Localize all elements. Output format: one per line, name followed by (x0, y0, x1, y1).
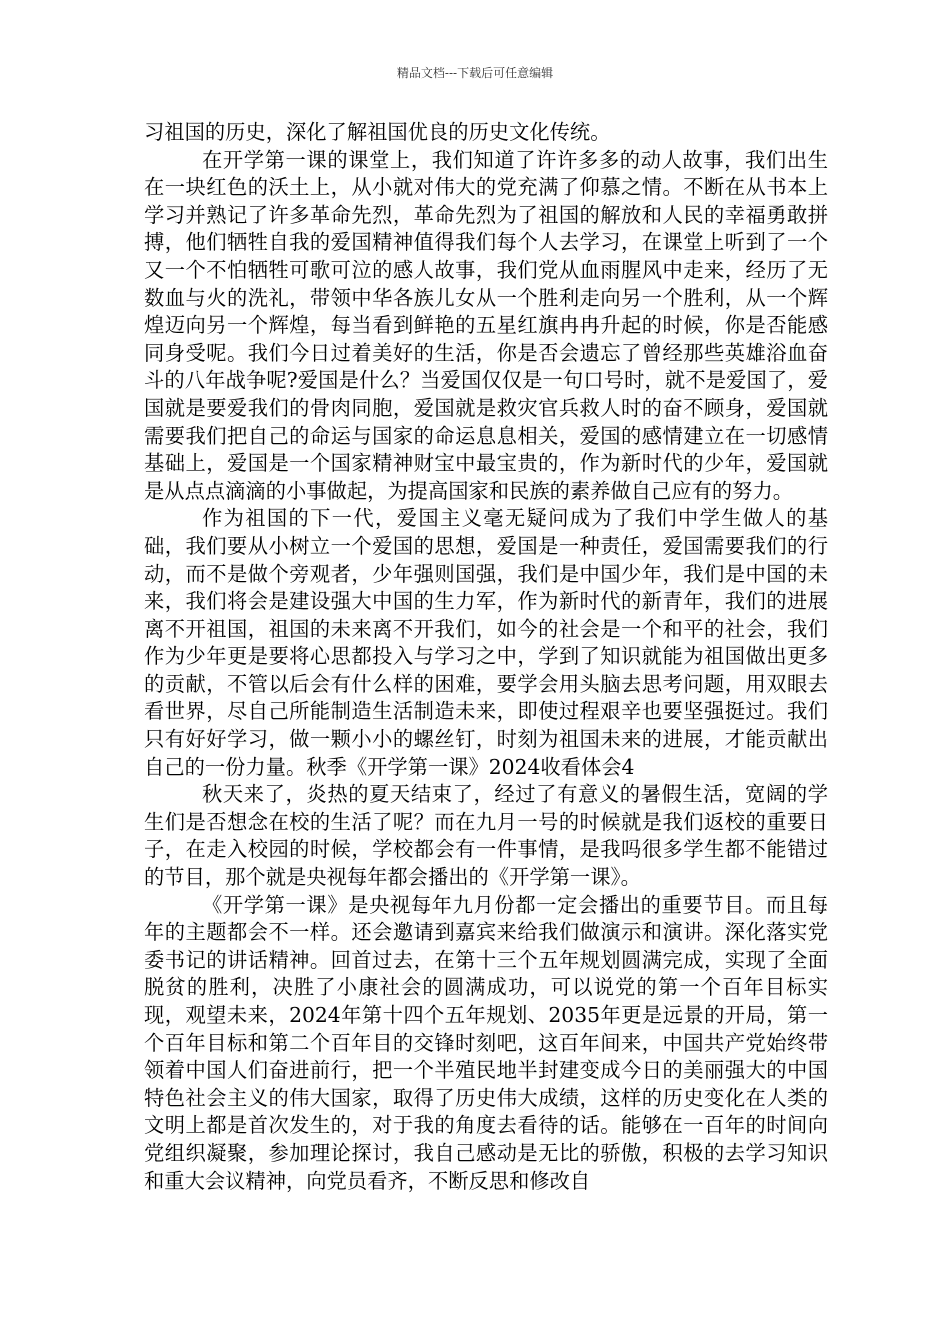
paragraph-next-generation: 作为祖国的下一代，爱国主义毫无疑问成为了我们中学生做人的基础，我们要从小树立一个爱国的思想，爱国是一种责任，爱国需要我们的行动，而不是做个旁观者，少年强则国强，我们是中国少年，我们是中国的未来，我们将会是建设强大中国的生力军，作为新时代的新青年，我们的进展离不开祖国，祖国的未来离不开我们，如今的社会是一个和平的社会，我们作为少年更是要将心思都投入与学习之中，学到了知识就能为祖国做出更多的贡献，不管以后会有什么样的困难，要学会用头脑去思考问题，用双眼去看世界，尽自己所能制造生活制造未来，即使过程艰辛也要坚强挺过。我们只有好好学习，做一颗小小的螺丝钉，时刻为祖国未来的进展，才能贡献出自己的一份力量。秋季《开学第一课》2024收看体会4 (144, 506, 828, 779)
document-body (144, 119, 828, 1195)
paragraph-program: 《开学第一课》是央视每年九月份都一定会播出的重要节目。而且每年的主题都会不一样。还会邀请到嘉宾来给我们做演示和演讲。深化落实党委书记的讲话精神。回首过去，在第十三个五年规划圆满完成，实现了全面脱贫的胜利，决胜了小康社会的圆满成功，可以说党的第一个百年目标实现，观望未来，2024年第十四个五年规划、2035年更是远景的开局，第一个百年目标和第二个百年目的交锋时刻吧，这百年间来，中国共产党始终带领着中国人们奋进前行，把一个半殖民地半封建变成今日的美丽强大的中国特色社会主义的伟大国家，取得了历史伟大成绩，这样的历史变化在人类的文明上都是首次发生的，对于我的角度去看待的话。能够在一百年的时间向党组织凝聚，参加理论探讨，我自己感动是无比的骄傲，积极的去学习知识和重大会议精神，向党员看齐，不断反思和修改自 (144, 892, 828, 1193)
page-header: 精品文档---下载后可任意编辑 (396, 66, 554, 80)
paragraph-autumn: 秋天来了，炎热的夏天结束了，经过了有意义的暑假生活，宽阔的学生们是否想念在校的生活了呢？而在九月一号的时候就是我们返校的重要日子，在走入校园的时候，学校都会有一件事情，是我吗很多学生都不能错过的节目，那个就是央视每年都会播出的《开学第一课》。 (144, 782, 828, 890)
paragraph-continuation: 习祖国的历史，深化了解祖国优良的历史文化传统。 (144, 120, 611, 144)
paragraph-lesson-stories: 在开学第一课的课堂上，我们知道了许许多多的动人故事，我们出生在一块红色的沃土上，从小就对伟大的党充满了仰慕之情。不断在从书本上学习并熟记了许多革命先烈，革命先烈为了祖国的解放和人民的幸福勇敢拼搏，他们牺牲自我的爱国精神值得我们每个人去学习，在课堂上听到了一个又一个不怕牺牲可歌可泣的感人故事，我们党从血雨腥风中走来，经历了无数血与火的洗礼，带领中华各族儿女从一个胜利走向另一个胜利，从一个辉煌迈向另一个辉煌，每当看到鲜艳的五星红旗冉冉升起的时候，你是否能感同身受呢。我们今日过着美好的生活，你是否会遗忘了曾经那些英雄浴血奋斗的八年战争呢?爱国是什么？当爱国仅仅是一句口号时，就不是爱国了，爱国就是要爱我们的骨肉同胞，爱国就是救灾官兵救人时的奋不顾身，爱国就需要我们把自己的命运与国家的命运息息相关，爱国的感情建立在一切感情基础上，爱国是一个国家精神财宝中最宝贵的，作为新时代的少年，爱国就是从点点滴滴的小事做起，为提高国家和民族的素养做自己应有的努力。 (144, 147, 828, 503)
